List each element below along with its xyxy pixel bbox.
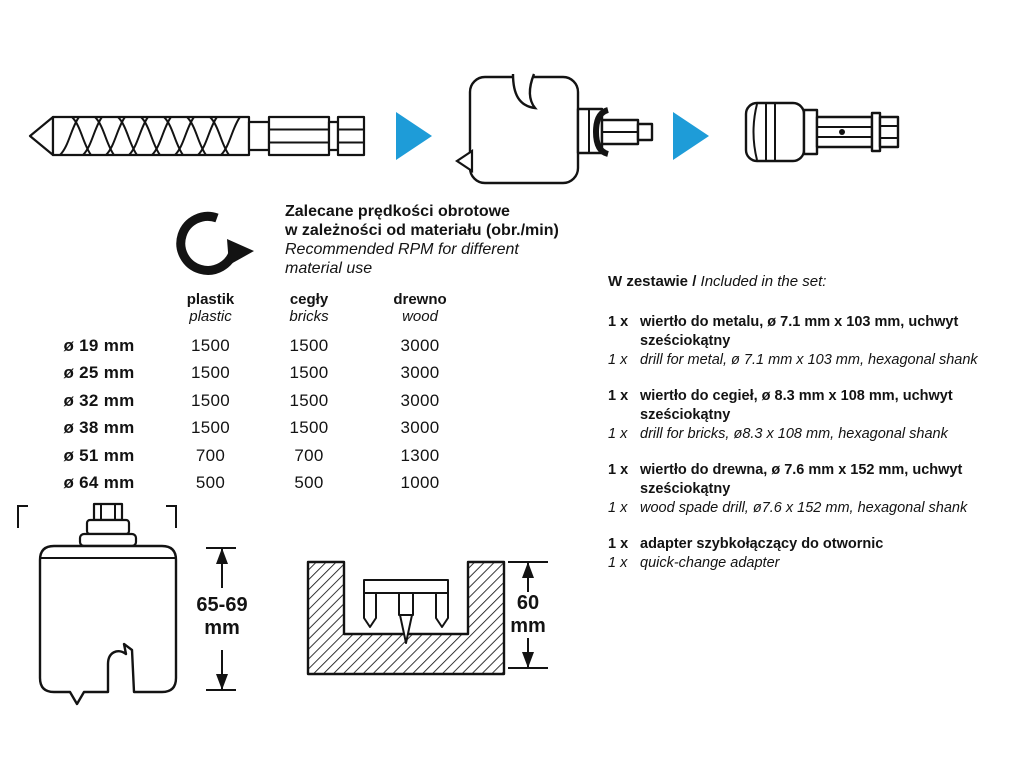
rpm-value: 1500: [289, 418, 329, 438]
item-text-pl: 1 x wiertło do drewna, ø 7.6 mm x 152 mm, uchwyt sześciokątny: [608, 462, 963, 497]
rpm-value: 3000: [400, 390, 440, 410]
item-qty: 1 x: [608, 555, 628, 571]
rpm-value: 700: [294, 445, 324, 465]
item-text-pl: 1 x adapter szybkołączący do otwornic: [608, 536, 884, 552]
item-text-en: 1 x drill for metal, ø 7.1 mm x 103 mm, hexagonal shank: [608, 352, 978, 368]
included-item: [608, 535, 1000, 573]
included-item: [608, 461, 1000, 518]
column-header: [158, 292, 263, 332]
rpm-value: 700: [195, 445, 226, 465]
rpm-subtitle-line: Recommended RPM for different: [285, 241, 519, 258]
rpm-value: 1500: [289, 390, 329, 410]
item-qty: 1 x: [608, 426, 628, 442]
rpm-value: 1500: [190, 390, 231, 410]
rotation-arrow-icon: [172, 201, 260, 283]
rpm-value: 1300: [400, 445, 440, 465]
column-header: [355, 292, 485, 332]
table-row: [40, 415, 485, 443]
column-header-en: bricks: [289, 307, 329, 325]
included-heading-en: Included in the set:: [700, 273, 827, 290]
item-text-pl: 1 x wiertło do metalu, ø 7.1 mm x 103 mm, uchwyt sześciokątny: [608, 314, 959, 349]
item-text-en: 1 x drill for bricks, ø8.3 x 108 mm, hexagonal shank: [608, 426, 948, 442]
rpm-title: [285, 202, 559, 278]
diameter-label: ø 64 mm: [63, 473, 135, 493]
diameter-label: ø 25 mm: [63, 363, 135, 383]
rpm-value: 1500: [190, 418, 231, 438]
rpm-title-line: Zalecane prędkości obrotowe: [285, 203, 510, 220]
arrow-right-icon: [395, 111, 433, 161]
arrow-right-icon: [672, 111, 710, 161]
table-row: [40, 360, 485, 388]
item-qty: 1 x: [608, 462, 629, 478]
column-header-pl: drewno: [393, 291, 447, 308]
column-header-pl: cegły: [289, 291, 329, 308]
rpm-value: 1000: [400, 473, 440, 493]
included-section: [608, 272, 1000, 590]
rpm-table: [40, 292, 485, 497]
table-row: [40, 387, 485, 415]
rpm-subtitle-line: material use: [285, 260, 373, 277]
rpm-value: 1500: [190, 363, 231, 383]
depth-dimension-label: 60 mm: [510, 592, 546, 637]
table-header-row: [40, 292, 485, 332]
table-row: [40, 470, 485, 498]
rpm-title-line: w zależności od materiału (obr./min): [285, 222, 559, 239]
column-header: [263, 292, 355, 332]
height-dimension-label: 65-69 mm: [196, 594, 248, 639]
table-row: [40, 332, 485, 360]
rpm-value: 3000: [400, 418, 440, 438]
included-heading: [608, 272, 1000, 291]
item-text-en: 1 x quick-change adapter: [608, 555, 780, 571]
hole-saw-illustration: [451, 65, 663, 197]
diameter-label: ø 51 mm: [63, 445, 135, 465]
item-qty: 1 x: [608, 352, 628, 368]
column-header-en: plastic: [189, 307, 232, 325]
quick-change-adapter-illustration: [742, 93, 904, 171]
diameter-label: ø 32 mm: [63, 390, 135, 410]
corner-cell: [40, 292, 158, 332]
table-row: [40, 442, 485, 470]
rpm-value: 1500: [289, 363, 329, 383]
item-qty: 1 x: [608, 536, 629, 552]
column-header-en: wood: [402, 307, 438, 325]
rpm-value: 500: [195, 473, 226, 493]
diameter-label: ø 19 mm: [63, 335, 135, 355]
column-header-pl: plastik: [186, 291, 235, 308]
item-text-pl: 1 x wiertło do cegieł, ø 8.3 mm x 108 mm, uchwyt sześciokątny: [608, 388, 953, 423]
included-item: [608, 387, 1000, 444]
included-heading-pl: W zestawie /: [608, 273, 697, 290]
diameter-label: ø 38 mm: [63, 418, 135, 438]
item-qty: 1 x: [608, 388, 629, 404]
rpm-value: 3000: [400, 363, 440, 383]
included-item: [608, 313, 1000, 370]
item-text-en: 1 x wood spade drill, ø7.6 x 152 mm, hexagonal shank: [608, 500, 968, 516]
rpm-value: 500: [294, 473, 324, 493]
drill-bit-illustration: [26, 102, 368, 170]
rpm-value: 3000: [400, 335, 440, 355]
item-qty: 1 x: [608, 314, 629, 330]
rpm-value: 1500: [289, 335, 329, 355]
rpm-value: 1500: [190, 335, 231, 355]
item-qty: 1 x: [608, 500, 628, 516]
